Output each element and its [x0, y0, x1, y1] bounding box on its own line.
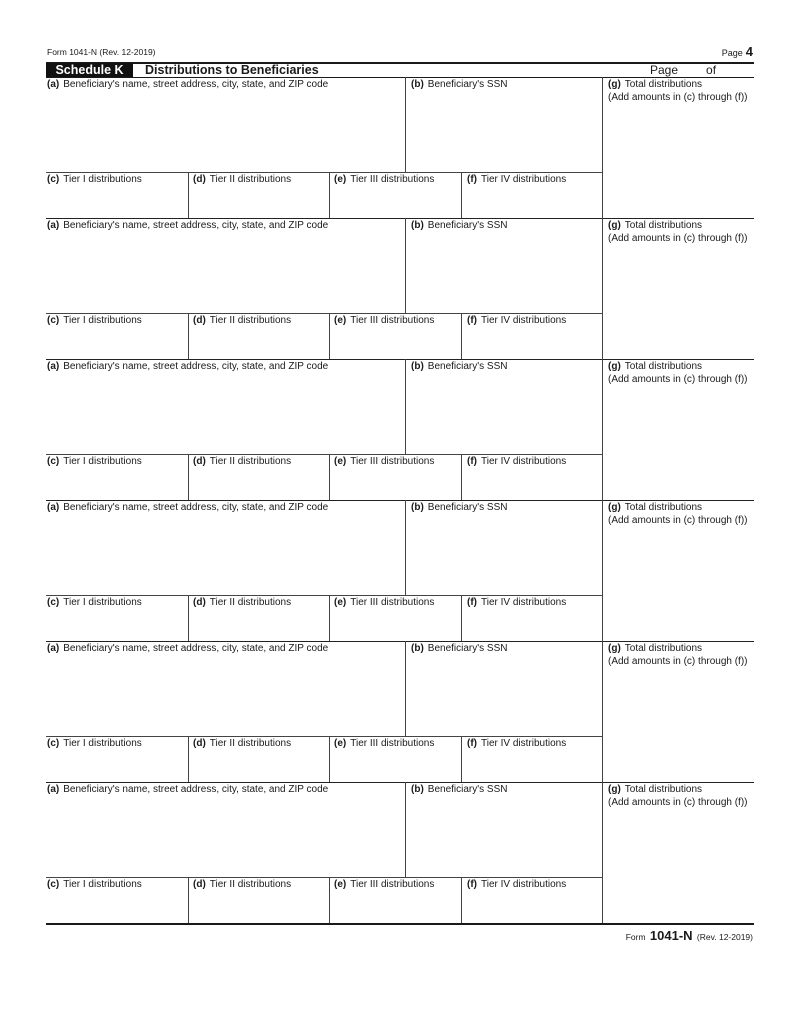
- field-letter: (d): [193, 174, 206, 185]
- total-distributions-field[interactable]: [608, 219, 754, 357]
- beneficiary-block: [46, 359, 754, 500]
- beneficiary-ssn-field[interactable]: [411, 501, 599, 593]
- field-letter: (b): [411, 361, 424, 372]
- footer-form-number: 1041-N: [649, 928, 693, 943]
- beneficiary-ssn-field[interactable]: [411, 78, 599, 170]
- field-letter: (g): [608, 79, 621, 90]
- beneficiary-name-field[interactable]: [47, 360, 402, 452]
- field-label: Beneficiary's name, street address, city, state, and ZIP code: [63, 79, 329, 90]
- field-label: Beneficiary's SSN: [427, 643, 508, 654]
- field-label: Tier I distributions: [63, 456, 142, 467]
- field-letter: (f): [467, 879, 477, 890]
- divider-c-d: [188, 172, 189, 218]
- field-label: Beneficiary's SSN: [427, 361, 508, 372]
- field-label: Tier III distributions: [350, 738, 435, 749]
- field-letter: (b): [411, 79, 424, 90]
- divider-c-d: [188, 736, 189, 782]
- field-label: Tier II distributions: [209, 879, 292, 890]
- tier1-field[interactable]: [47, 878, 185, 922]
- field-label: Total distributions: [624, 79, 703, 90]
- field-label: Tier IV distributions: [481, 597, 567, 608]
- beneficiary-ssn-field[interactable]: [411, 360, 599, 452]
- page-field-label: Page: [650, 63, 679, 77]
- tier3-field[interactable]: [334, 455, 459, 499]
- tier3-field[interactable]: [334, 596, 459, 640]
- field-letter: (f): [467, 315, 477, 326]
- field-label: Tier IV distributions: [481, 174, 567, 185]
- field-letter: (c): [47, 315, 60, 326]
- field-letter: (b): [411, 784, 424, 795]
- tier1-field[interactable]: [47, 596, 185, 640]
- field-label: Tier IV distributions: [481, 456, 567, 467]
- divider-b-g: [602, 500, 603, 641]
- tier2-field[interactable]: [193, 596, 327, 640]
- field-letter: (d): [193, 456, 206, 467]
- tier1-field[interactable]: [47, 455, 185, 499]
- field-label: Beneficiary's SSN: [427, 220, 508, 231]
- form-id-header: Form 1041-N (Rev. 12-2019): [47, 47, 156, 57]
- field-letter: (b): [411, 502, 424, 513]
- field-letter: (a): [47, 79, 60, 90]
- field-label: Total distributions: [624, 784, 703, 795]
- schedule-title: Distributions to Beneficiaries: [145, 63, 319, 77]
- total-distributions-field[interactable]: [608, 501, 754, 639]
- divider-e-f: [461, 313, 462, 359]
- divider-a-b: [405, 782, 406, 877]
- divider-e-f: [461, 454, 462, 500]
- field-letter: (e): [334, 315, 347, 326]
- field-letter: (c): [47, 456, 60, 467]
- field-label: Tier III distributions: [350, 174, 435, 185]
- tier3-field[interactable]: [334, 314, 459, 358]
- field-letter: (a): [47, 643, 60, 654]
- field-letter: (e): [334, 456, 347, 467]
- beneficiary-ssn-field[interactable]: [411, 642, 599, 734]
- tier1-field[interactable]: [47, 173, 185, 217]
- total-distributions-field[interactable]: [608, 783, 754, 921]
- field-letter: (a): [47, 361, 60, 372]
- field-label: Tier III distributions: [350, 456, 435, 467]
- field-letter: (c): [47, 597, 60, 608]
- divider-c-d: [188, 595, 189, 641]
- footer-form-id: [626, 928, 753, 943]
- divider-b-g: [602, 359, 603, 500]
- field-label: Beneficiary's SSN: [427, 784, 508, 795]
- field-label: Beneficiary's name, street address, city, state, and ZIP code: [63, 502, 329, 513]
- field-label: Tier I distributions: [63, 738, 142, 749]
- divider-a-b: [405, 500, 406, 595]
- tier2-field[interactable]: [193, 173, 327, 217]
- tier2-field[interactable]: [193, 314, 327, 358]
- field-letter: (d): [193, 315, 206, 326]
- field-label: Tier IV distributions: [481, 879, 567, 890]
- field-sublabel: (Add amounts in (c) through (f)): [608, 92, 748, 103]
- of-label: of: [706, 63, 717, 77]
- tier2-field[interactable]: [193, 737, 327, 781]
- field-letter: (f): [467, 738, 477, 749]
- field-letter: (g): [608, 643, 621, 654]
- page-indicator: [722, 44, 753, 59]
- field-sublabel: (Add amounts in (c) through (f)): [608, 656, 748, 667]
- tier4-field[interactable]: [467, 596, 600, 640]
- field-label: Total distributions: [624, 220, 703, 231]
- footer-rule: [46, 923, 754, 925]
- beneficiary-block: [46, 77, 754, 218]
- divider-b-g: [602, 77, 603, 218]
- field-sublabel: (Add amounts in (c) through (f)): [608, 515, 748, 526]
- beneficiary-ssn-field[interactable]: [411, 219, 599, 311]
- divider-a-b: [405, 641, 406, 736]
- tier1-field[interactable]: [47, 314, 185, 358]
- field-label: Beneficiary's SSN: [427, 502, 508, 513]
- tier2-field[interactable]: [193, 878, 327, 922]
- divider-e-f: [461, 595, 462, 641]
- field-letter: (b): [411, 220, 424, 231]
- field-label: Tier II distributions: [209, 597, 292, 608]
- divider-c-d: [188, 877, 189, 923]
- tier4-field[interactable]: [467, 878, 600, 922]
- field-label: Total distributions: [624, 643, 703, 654]
- field-letter: (g): [608, 784, 621, 795]
- field-label: Tier II distributions: [209, 315, 292, 326]
- field-letter: (g): [608, 220, 621, 231]
- divider-b-g: [602, 641, 603, 782]
- tier4-field[interactable]: [467, 455, 600, 499]
- field-label: Tier III distributions: [350, 597, 435, 608]
- field-letter: (g): [608, 502, 621, 513]
- beneficiary-name-field[interactable]: [47, 501, 402, 593]
- divider-d-e: [329, 454, 330, 500]
- field-letter: (c): [47, 879, 60, 890]
- divider-a-b: [405, 77, 406, 172]
- field-label: Tier III distributions: [350, 315, 435, 326]
- tier2-field[interactable]: [193, 455, 327, 499]
- beneficiary-block: [46, 782, 754, 923]
- field-letter: (e): [334, 174, 347, 185]
- field-letter: (c): [47, 738, 60, 749]
- field-sublabel: (Add amounts in (c) through (f)): [608, 797, 748, 808]
- divider-c-d: [188, 313, 189, 359]
- divider-e-f: [461, 877, 462, 923]
- beneficiary-block: [46, 500, 754, 641]
- field-label: Beneficiary's SSN: [427, 79, 508, 90]
- field-letter: (b): [411, 643, 424, 654]
- field-label: Tier I distributions: [63, 879, 142, 890]
- field-label: Tier III distributions: [350, 879, 435, 890]
- field-label: Total distributions: [624, 502, 703, 513]
- divider-b-g: [602, 218, 603, 359]
- field-label: Total distributions: [624, 361, 703, 372]
- field-letter: (a): [47, 220, 60, 231]
- field-letter: (c): [47, 174, 60, 185]
- divider-e-f: [461, 172, 462, 218]
- field-label: Tier IV distributions: [481, 315, 567, 326]
- field-letter: (f): [467, 597, 477, 608]
- beneficiary-block: [46, 218, 754, 359]
- tier3-field[interactable]: [334, 173, 459, 217]
- tier3-field[interactable]: [334, 878, 459, 922]
- field-label: Beneficiary's name, street address, city, state, and ZIP code: [63, 643, 329, 654]
- field-label: Tier II distributions: [209, 738, 292, 749]
- field-letter: (d): [193, 597, 206, 608]
- field-letter: (f): [467, 456, 477, 467]
- divider-d-e: [329, 172, 330, 218]
- beneficiary-name-field[interactable]: [47, 219, 402, 311]
- field-letter: (d): [193, 879, 206, 890]
- beneficiary-name-field[interactable]: [47, 783, 402, 875]
- page-number: 4: [745, 44, 753, 59]
- divider-e-f: [461, 736, 462, 782]
- divider-d-e: [329, 877, 330, 923]
- field-letter: (a): [47, 784, 60, 795]
- footer-revision: (Rev. 12-2019): [696, 932, 753, 942]
- field-letter: (e): [334, 879, 347, 890]
- divider-a-b: [405, 359, 406, 454]
- beneficiary-name-field[interactable]: [47, 78, 402, 170]
- divider-d-e: [329, 313, 330, 359]
- field-label: Tier II distributions: [209, 456, 292, 467]
- field-sublabel: (Add amounts in (c) through (f)): [608, 233, 748, 244]
- field-label: Tier II distributions: [209, 174, 292, 185]
- field-label: Tier I distributions: [63, 174, 142, 185]
- tier4-field[interactable]: [467, 173, 600, 217]
- field-label: Beneficiary's name, street address, city, state, and ZIP code: [63, 361, 329, 372]
- field-letter: (e): [334, 597, 347, 608]
- divider-d-e: [329, 595, 330, 641]
- field-letter: (e): [334, 738, 347, 749]
- beneficiary-ssn-field[interactable]: [411, 783, 599, 875]
- field-label: Tier I distributions: [63, 597, 142, 608]
- field-label: Beneficiary's name, street address, city, state, and ZIP code: [63, 784, 329, 795]
- field-label: Tier I distributions: [63, 315, 142, 326]
- divider-a-b: [405, 218, 406, 313]
- footer-form-prefix: Form: [625, 932, 646, 942]
- divider-b-g: [602, 782, 603, 923]
- divider-c-d: [188, 454, 189, 500]
- field-letter: (f): [467, 174, 477, 185]
- total-distributions-field[interactable]: [608, 78, 754, 216]
- field-letter: (a): [47, 502, 60, 513]
- field-letter: (g): [608, 361, 621, 372]
- field-letter: (d): [193, 738, 206, 749]
- page-label: Page: [721, 48, 743, 58]
- beneficiary-block: [46, 641, 754, 782]
- field-label: Beneficiary's name, street address, city, state, and ZIP code: [63, 220, 329, 231]
- total-distributions-field[interactable]: [608, 642, 754, 780]
- tier1-field[interactable]: [47, 737, 185, 781]
- divider-d-e: [329, 736, 330, 782]
- total-distributions-field[interactable]: [608, 360, 754, 498]
- page-of-field[interactable]: [650, 63, 716, 77]
- field-sublabel: (Add amounts in (c) through (f)): [608, 374, 748, 385]
- tier3-field[interactable]: [334, 737, 459, 781]
- schedule-label: Schedule K: [46, 63, 133, 77]
- field-label: Tier IV distributions: [481, 738, 567, 749]
- beneficiary-name-field[interactable]: [47, 642, 402, 734]
- tier4-field[interactable]: [467, 314, 600, 358]
- tier4-field[interactable]: [467, 737, 600, 781]
